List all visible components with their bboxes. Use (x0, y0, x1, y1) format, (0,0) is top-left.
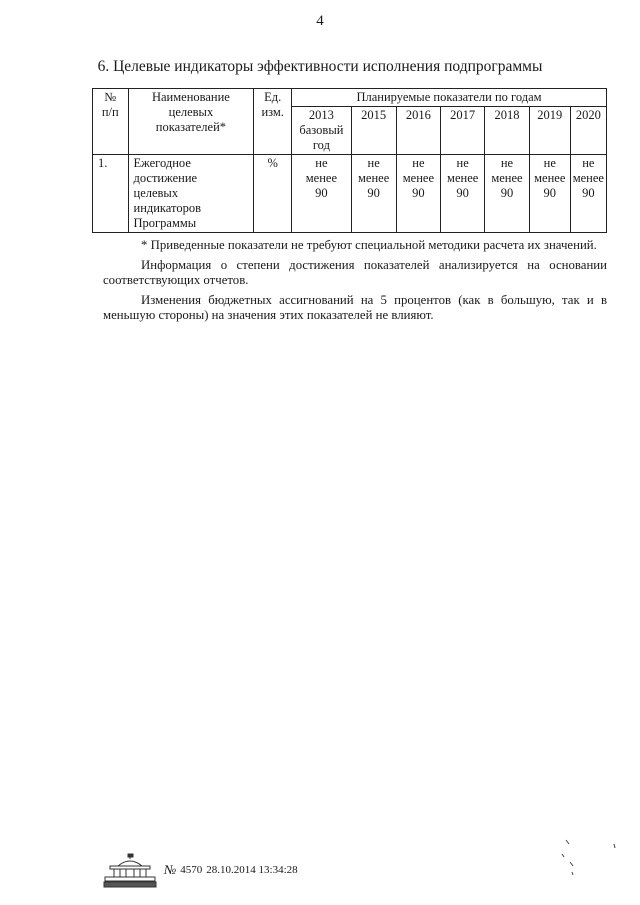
header-year: 2020 (570, 107, 606, 155)
row-num: 1. (93, 155, 129, 233)
row-value: не менее 90 (529, 155, 570, 233)
header-year: 2013 базовый год (292, 107, 352, 155)
scan-marks-icon (558, 836, 618, 886)
header-year: 2017 (441, 107, 485, 155)
stamp-text (164, 862, 298, 878)
table-header-row (93, 89, 607, 107)
section-title: 6. Целевые индикаторы эффективности исполнения подпрограммы (97, 58, 543, 75)
header-num: № п/п (93, 89, 129, 155)
header-year: 2019 (529, 107, 570, 155)
note-footnote: * Приведенные показатели не требуют специальной методики расчета их значений. (141, 238, 597, 252)
row-value: не менее 90 (351, 155, 396, 233)
notes (103, 238, 607, 328)
note-information: Информация о степени достижения показателей анализируется на основании соответствующих отчетов. (103, 257, 607, 287)
page-number: 4 (316, 13, 324, 29)
indicators-table (92, 88, 607, 233)
registration-stamp (102, 852, 298, 888)
note-budget: Изменения бюджетных ассигнований на 5 процентов (как в большую, так и в меньшую стороны) на значения этих показателей не влияют. (103, 292, 607, 322)
header-year: 2016 (396, 107, 441, 155)
stamp-number-prefix: № (164, 862, 177, 877)
row-name: Ежегодное достижение целевых индикаторов Программы (128, 155, 254, 233)
stamp-datetime: 28.10.2014 13:34:28 (206, 864, 298, 876)
header-year: 2015 (351, 107, 396, 155)
table-row (93, 155, 607, 233)
row-unit: % (254, 155, 292, 233)
row-value: не менее 90 (292, 155, 352, 233)
government-building-icon (102, 852, 158, 888)
row-value: не менее 90 (570, 155, 606, 233)
header-year: 2018 (485, 107, 530, 155)
header-unit: Ед. изм. (254, 89, 292, 155)
stamp-number: 4570 (180, 864, 203, 876)
header-planned: Планируемые показатели по годам (292, 89, 607, 107)
row-value: не менее 90 (396, 155, 441, 233)
row-value: не менее 90 (441, 155, 485, 233)
header-name: Наименование целевых показателей* (128, 89, 254, 155)
row-value: не менее 90 (485, 155, 530, 233)
